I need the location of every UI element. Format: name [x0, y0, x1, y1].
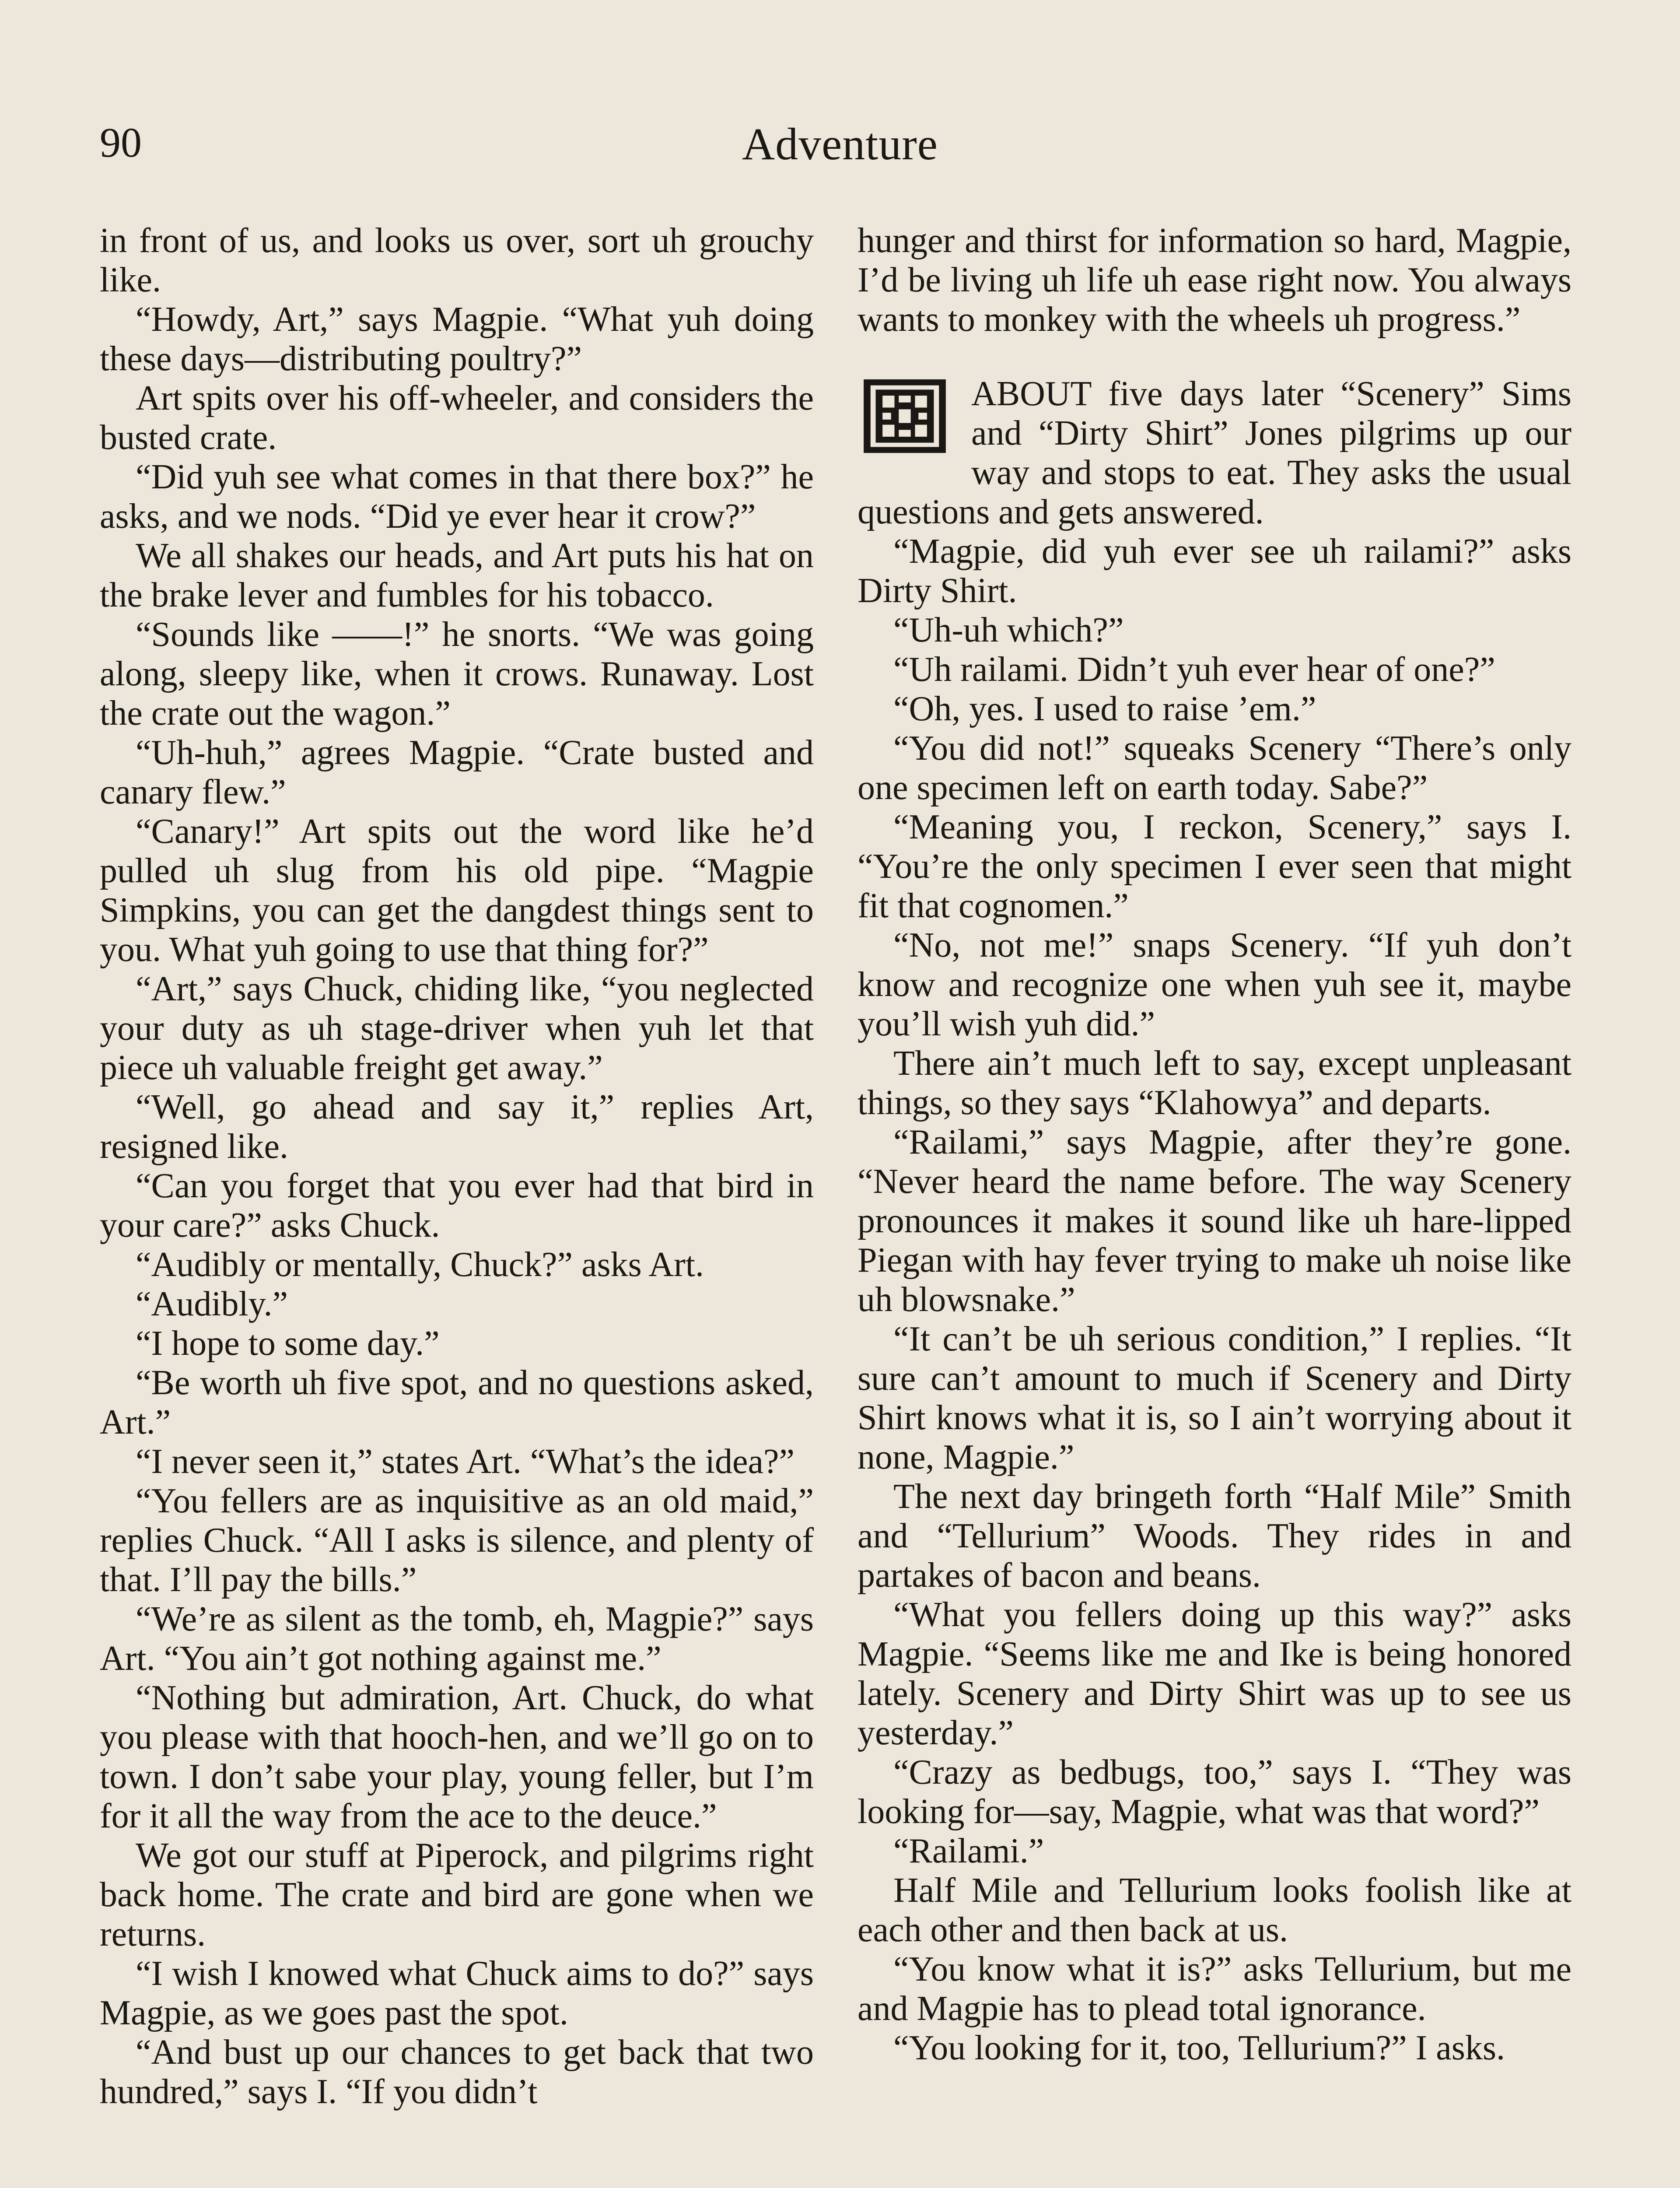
paragraph: “Oh, yes. I used to raise ’em.”: [893, 690, 1316, 728]
paragraph: “Art,” says Chuck, chiding like, “you neglected your duty as uh stage-driver when yuh let that piece uh valuable freight get away.”: [100, 970, 814, 1087]
paragraph: “Crazy as bedbugs, too,” says I. “They was looking for—say, Magpie, what was that word?”: [858, 1753, 1572, 1831]
paragraph: “It can’t be uh serious condition,” I replies. “It sure can’t amount to much if Scenery and Dirty Shirt knows what it is, so I ain’t worrying about it none, Magpie.”: [858, 1320, 1572, 1476]
paragraph: “Audibly or mentally, Chuck?” asks Art.: [136, 1245, 704, 1284]
paragraph: “Uh-uh which?”: [893, 611, 1124, 649]
ornament-dropcap-icon: [862, 378, 948, 455]
paragraph: “Audibly.”: [136, 1285, 288, 1323]
paragraph: “Magpie, did yuh ever see uh railami?” asks Dirty Shirt.: [858, 532, 1572, 610]
paragraph: “Railami,” says Magpie, after they’re gone. “Never heard the name before. The way Scenery pronounces it makes it sound like uh hare-lipped Piegan with hay fever trying to make uh noise like uh blowsnake.”: [858, 1123, 1572, 1319]
paragraph: “You fellers are as inquisitive as an old maid,” replies Chuck. “All I asks is silence, and plenty of that. I’ll pay the bills.”: [100, 1482, 814, 1599]
paragraph: “You know what it is?” asks Tellurium, but me and Magpie has to plead total ignorance.: [858, 1950, 1572, 2028]
magazine-title: Adventure: [742, 119, 938, 169]
paragraph: Art spits over his off-wheeler, and considers the busted crate.: [100, 379, 814, 457]
section-opening-paragraph: [858, 374, 1572, 532]
paragraph: “Can you forget that you ever had that bird in your care?” asks Chuck.: [100, 1167, 814, 1245]
section-opening-text: ABOUT five days later “Scenery” Sims and “Dirty Shirt” Jones pilgrims up our way and stops to eat. They asks the usual questions and gets answered.: [858, 375, 1572, 531]
paragraph: We got our stuff at Piperock, and pilgrims right back home. The crate and bird are gone when we returns.: [100, 1836, 814, 1953]
paragraph: “I wish I knowed what Chuck aims to do?” says Magpie, as we goes past the spot.: [100, 1954, 814, 2032]
paragraph: “I hope to some day.”: [136, 1324, 440, 1363]
paragraph: “Uh-huh,” agrees Magpie. “Crate busted and canary flew.”: [100, 733, 814, 811]
paragraph: The next day bringeth forth “Half Mile” Smith and “Tellurium” Woods. They rides in and partakes of bacon and beans.: [858, 1477, 1572, 1595]
continuation-paragraph: hunger and thirst for information so hard, Magpie, I’d be living uh life uh ease right now. You always wants to monkey with the wheels uh progress.”: [858, 221, 1572, 339]
paragraph: “You did not!” squeaks Scenery “There’s only one specimen left on earth today. Sabe?”: [858, 729, 1572, 807]
paragraph: There ain’t much left to say, except unpleasant things, so they says “Klahowya” and departs.: [858, 1044, 1572, 1122]
paragraph: “No, not me!” snaps Scenery. “If yuh don’t know and recognize one when yuh see it, maybe you’ll wish yuh did.”: [858, 926, 1572, 1043]
paragraph: “Meaning you, I reckon, Scenery,” says I. “You’re the only specimen I ever seen that might fit that cognomen.”: [858, 808, 1572, 925]
paragraph: “Canary!” Art spits out the word like he’d pulled uh slug from his old pipe. “Magpie Simpkins, you can get the dangdest things sent to you. What yuh going to use that thing for?”: [100, 812, 814, 969]
paragraph: “Uh railami. Didn’t yuh ever hear of one?”: [893, 650, 1495, 689]
paragraph: “Howdy, Art,” says Magpie. “What yuh doing these days—distributing poultry?”: [100, 300, 814, 378]
paragraph: We all shakes our heads, and Art puts his hat on the brake lever and fumbles for his tobacco.: [100, 536, 814, 614]
paragraph: Half Mile and Tellurium looks foolish like at each other and then back at us.: [858, 1871, 1572, 1949]
paragraph: “Railami.”: [893, 1832, 1044, 1870]
paragraph: “You looking for it, too, Tellurium?” I asks.: [893, 2029, 1505, 2067]
page-header: [0, 118, 1680, 179]
paragraph: “Did yuh see what comes in that there box?” he asks, and we nods. “Did ye ever hear it crow?”: [100, 458, 814, 536]
paragraph: “What you fellers doing up this way?” asks Magpie. “Seems like me and Ike is being honored lately. Scenery and Dirty Shirt was up to see us yesterday.”: [858, 1595, 1572, 1752]
paragraph: “Be worth uh five spot, and no questions asked, Art.”: [100, 1364, 814, 1441]
paragraph: “I never seen it,” states Art. “What’s the idea?”: [136, 1442, 794, 1481]
paragraph: “Well, go ahead and say it,” replies Art, resigned like.: [100, 1088, 814, 1166]
paragraph: “Nothing but admiration, Art. Chuck, do what you please with that hooch-hen, and we’ll go on to town. I don’t sabe your play, young feller, but I’m for it all the way from the ace to the deuce.”: [100, 1679, 814, 1835]
paragraph: in front of us, and looks us over, sort uh grouchy like.: [100, 221, 814, 299]
paragraph: “And bust up our chances to get back that two hundred,” says I. “If you didn’t: [100, 2033, 814, 2111]
left-column: [100, 221, 814, 2111]
paragraph: “Sounds like ——!” he snorts. “We was going along, sleepy like, when it crows. Runaway. Lost the crate out the wagon.”: [100, 615, 814, 733]
page-number: 90: [100, 119, 142, 166]
right-column: [858, 221, 1572, 2068]
paragraph: “We’re as silent as the tomb, eh, Magpie?” says Art. “You ain’t got nothing against me.”: [100, 1600, 814, 1678]
